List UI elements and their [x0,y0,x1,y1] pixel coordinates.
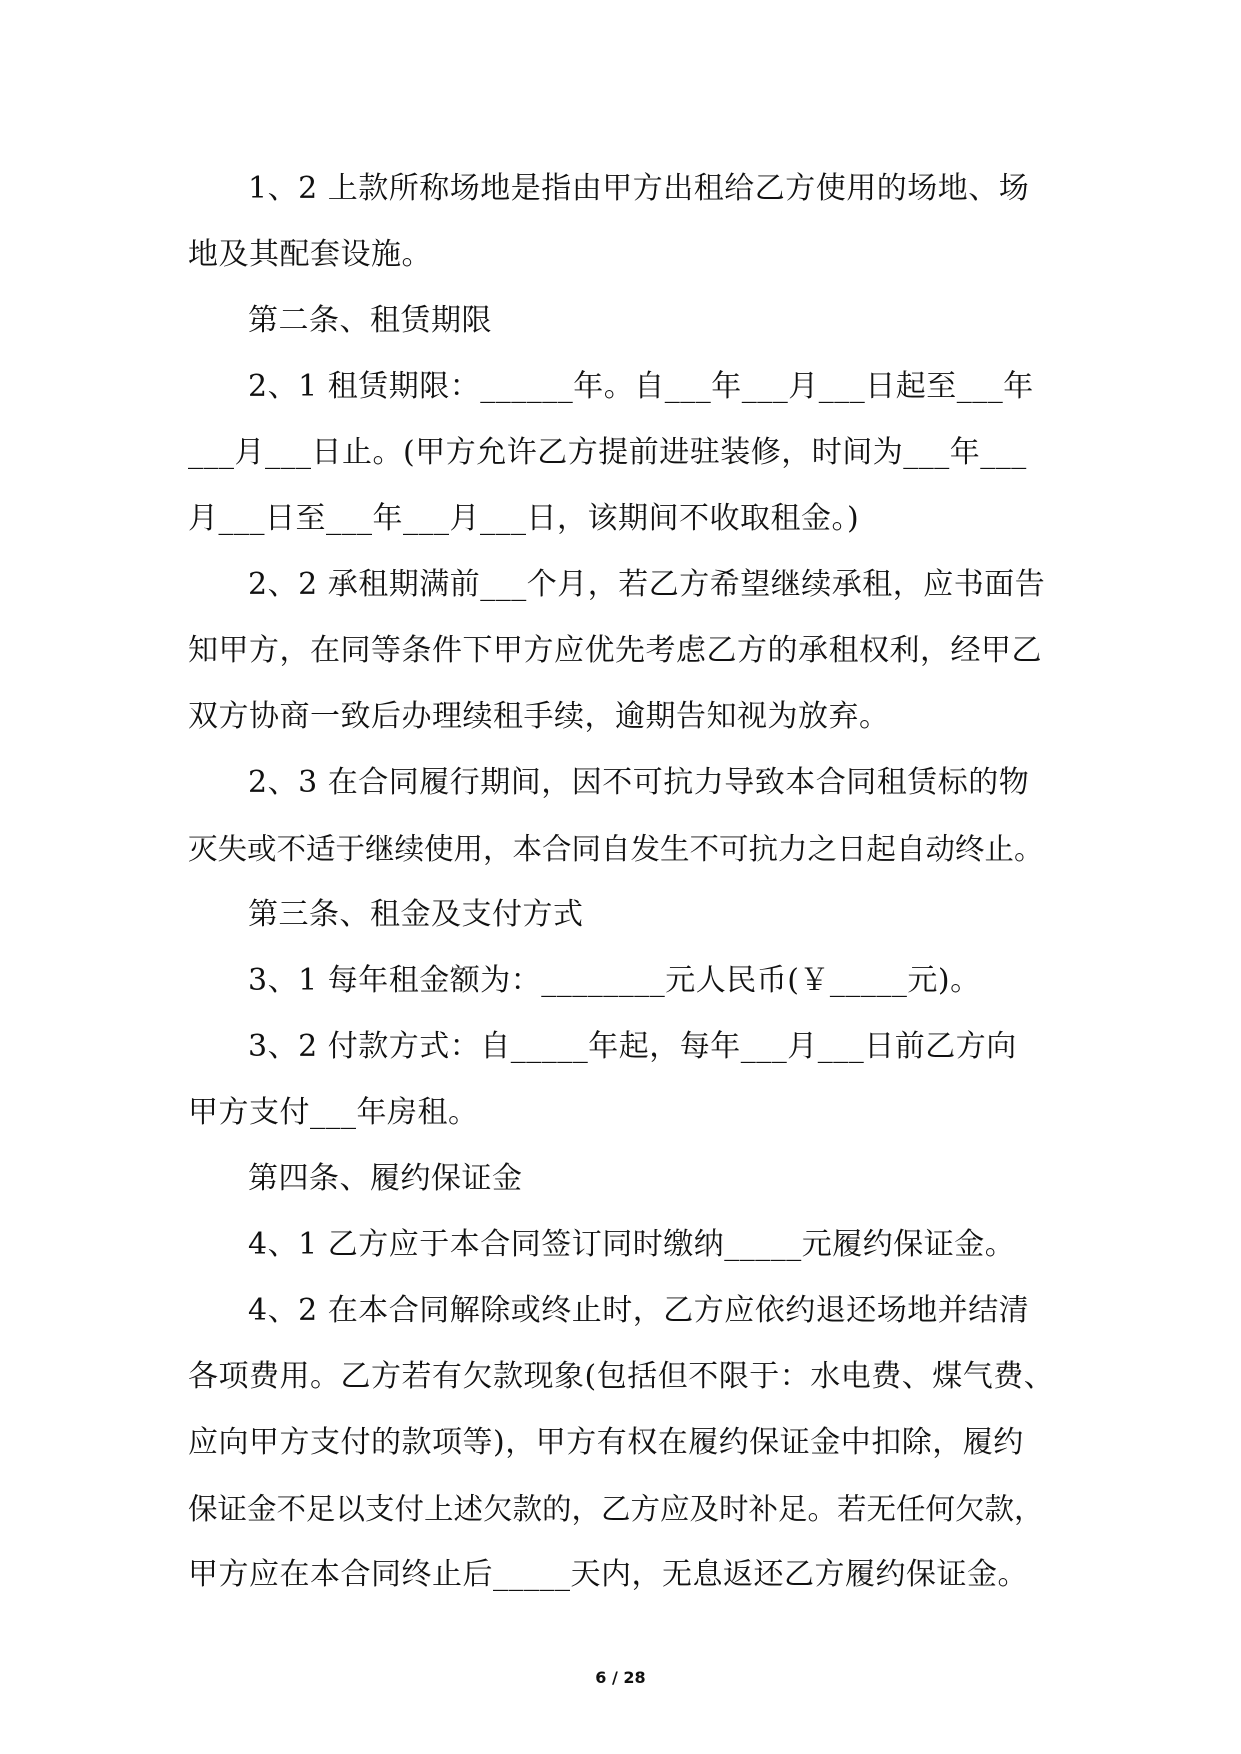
text-line: 2、2 承租期满前___个月，若乙方希望继续承租，应书面告 [248,567,1046,602]
text-line: 3、2 付款方式：自_____年起，每年___月___日前乙方向 [248,1029,1017,1064]
text-line: 应向甲方支付的款项等)，甲方有权在履约保证金中扣除，履约 [188,1425,1024,1460]
text-line: ___月___日止。(甲方允许乙方提前进驻装修，时间为___年___ [188,435,1027,470]
text-line: 知甲方，在同等条件下甲方应优先考虑乙方的承租权利，经甲乙 [188,633,1042,668]
text-line: 2、1 租赁期限：______年。自___年___月___日起至___年 [248,369,1034,404]
text-line: 2、3 在合同履行期间，因不可抗力导致本合同租赁标的物 [248,765,1030,800]
text-line: 1、2 上款所称场地是指由甲方出租给乙方使用的场地、场 [248,171,1030,206]
text-line: 地及其配套设施。 [188,237,432,272]
section-heading: 第二条、租赁期限 [248,303,492,338]
page-number: 6 / 28 [595,1668,646,1687]
text-line: 4、2 在本合同解除或终止时，乙方应依约退还场地并结清 [248,1293,1030,1328]
text-line: 甲方应在本合同终止后_____天内，无息返还乙方履约保证金。 [188,1557,1028,1592]
text-line: 3、1 每年租金额为：________元人民币(￥_____元)。 [248,963,981,998]
section-heading: 第三条、租金及支付方式 [248,897,584,932]
text-line: 甲方支付___年房租。 [188,1095,479,1130]
text-line: 4、1 乙方应于本合同签订同时缴纳_____元履约保证金。 [248,1227,1016,1262]
section-heading: 第四条、履约保证金 [248,1161,523,1196]
text-line: 双方协商一致后办理续租手续，逾期告知视为放弃。 [188,699,890,734]
text-line: 各项费用。乙方若有欠款现象(包括但不限于：水电费、煤气费、 [188,1359,1055,1394]
text-line: 月___日至___年___月___日，该期间不收取租金。) [188,501,860,536]
text-line: 保证金不足以支付上述欠款的，乙方应及时补足。若无任何欠款， [188,1492,1044,1526]
text-line: 灭失或不适于继续使用，本合同自发生不可抗力之日起自动终止。 [188,832,1044,866]
document-body [188,156,1058,1608]
